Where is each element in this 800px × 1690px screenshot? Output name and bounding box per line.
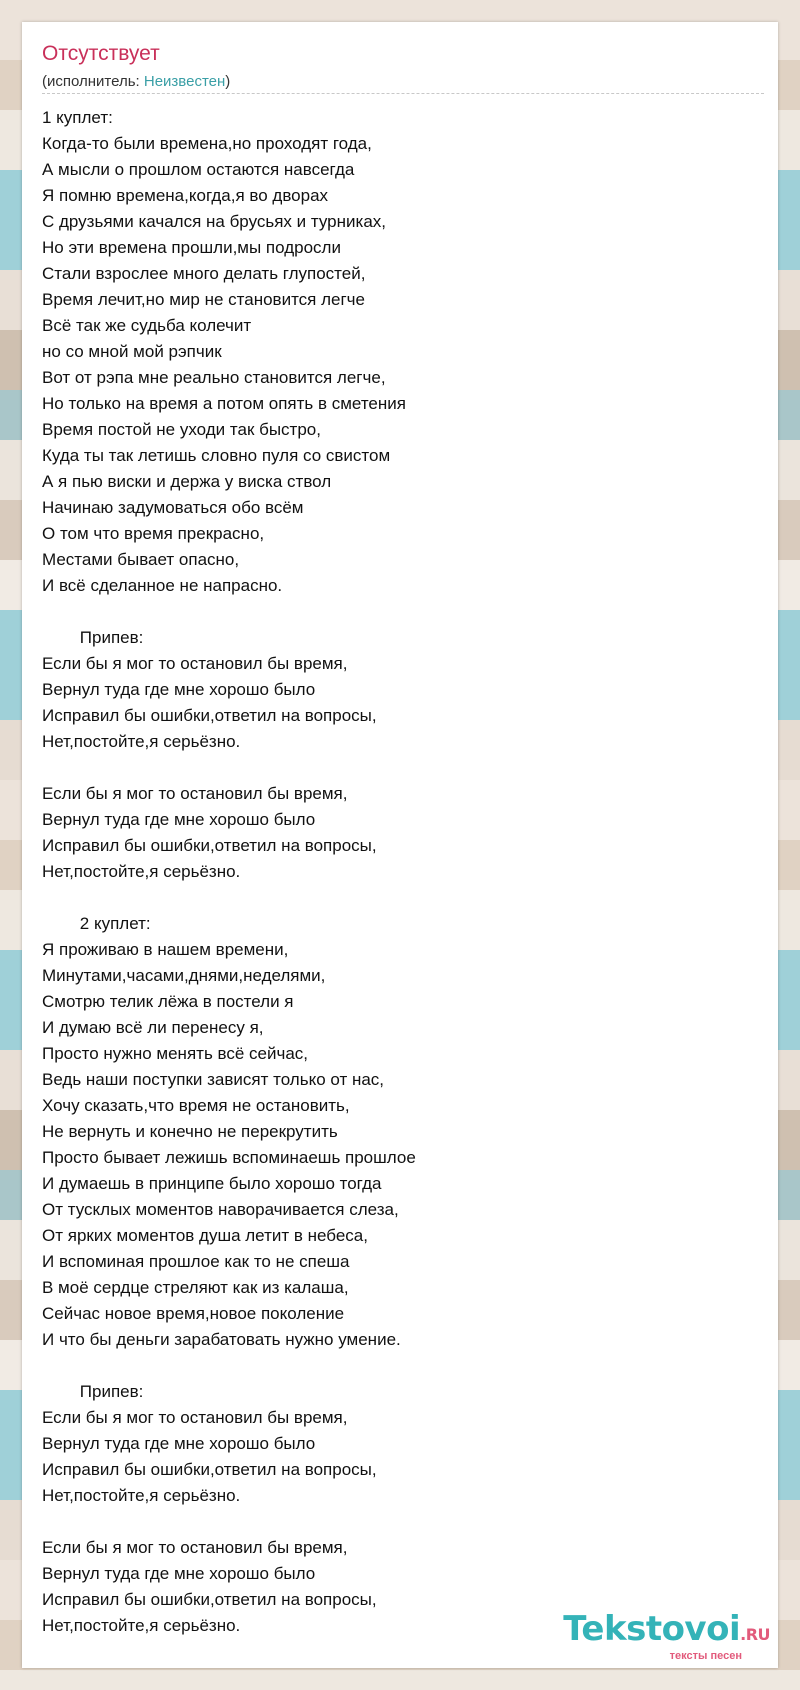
watermark-suffix: .RU [740,1625,770,1644]
artist-suffix: ) [225,73,231,90]
lyric-line: Если бы я мог то остановил бы время, [42,784,348,803]
site-watermark-logo [563,1609,770,1662]
lyric-line: Начинаю задумоваться обо всём [42,498,304,517]
lyric-line: Вернул туда где мне хорошо было [42,1564,316,1583]
lyric-line: И думаешь в принципе было хорошо тогда [42,1174,382,1193]
lyrics-sheet [22,22,778,1668]
lyric-line: Исправил бы ошибки,ответил на вопросы, [42,836,377,855]
artist-line [42,73,230,90]
lyric-line: Смотрю телик лёжа в постели я [42,992,294,1011]
artist-prefix: (исполнитель: [42,73,144,90]
lyric-line: И вспоминая прошлое как то не спеша [42,1252,350,1271]
lyric-line: Просто нужно менять всё сейчас, [42,1044,309,1063]
lyric-line: Если бы я мог то остановил бы время, [42,1538,348,1557]
lyric-line: Исправил бы ошибки,ответил на вопросы, [42,706,377,725]
lyric-line: Если бы я мог то остановил бы время, [42,1408,348,1427]
lyric-line: 1 куплет: [42,108,113,127]
lyric-line [42,599,742,625]
lyric-line: И думаю всё ли перенесу я, [42,1018,264,1037]
watermark-brand-line [563,1609,770,1652]
lyric-line: Припев: [42,1382,144,1401]
lyric-line: О том что время прекрасно, [42,524,265,543]
lyric-line: От ярких моментов душа летит в небеса, [42,1226,368,1245]
lyric-line: Вернул туда где мне хорошо было [42,810,316,829]
lyric-line: Время лечит,но мир не становится легче [42,290,365,309]
lyric-line: А я пью виски и держа у виска ствол [42,472,332,491]
song-title: Отсутствует [42,42,160,65]
lyric-line: Когда-то были времена,но проходят года, [42,134,372,153]
lyric-line: Я помню времена,когда,я во дворах [42,186,329,205]
lyrics-text [42,105,742,1639]
lyric-line: 2 куплет: [42,914,151,933]
lyric-line: Местами бывает опасно, [42,550,240,569]
lyric-line [42,1353,742,1379]
lyric-line: Нет,постойте,я серьёзно. [42,732,241,751]
lyric-line: Если бы я мог то остановил бы время, [42,654,348,673]
lyric-line: В моё сердце стреляют как из калаша, [42,1278,349,1297]
lyric-line: Просто бывает лежишь вспоминаешь прошлое [42,1148,416,1167]
lyric-line: Стали взрослее много делать глупостей, [42,264,366,283]
lyric-line: Я проживаю в нашем времени, [42,940,289,959]
watermark-tagline: тексты песен [669,1650,742,1662]
lyric-line: Припев: [42,628,144,647]
watermark-brand: Tekstovoi [563,1609,741,1649]
lyric-line: Не вернуть и конечно не перекрутить [42,1122,338,1141]
lyric-line: Исправил бы ошибки,ответил на вопросы, [42,1460,377,1479]
lyric-line: Сейчас новое время,новое поколение [42,1304,345,1323]
lyric-line: С друзьями качался на брусьях и турниках, [42,212,386,231]
lyric-line: Вот от рэпа мне реально становится легче, [42,368,386,387]
lyric-line: И всё сделанное не напрасно. [42,576,283,595]
artist-link[interactable]: Неизвестен [143,73,226,90]
lyric-line: Ведь наши поступки зависят только от нас, [42,1070,385,1089]
lyric-line: Всё так же судьба колечит [42,316,252,335]
lyric-line: Вернул туда где мне хорошо было [42,1434,316,1453]
lyric-line: Нет,постойте,я серьёзно. [42,1616,241,1635]
lyric-line: Минутами,часами,днями,неделями, [42,966,326,985]
lyric-line: А мысли о прошлом остаются навсегда [42,160,355,179]
lyric-line [42,755,742,781]
lyric-line: Нет,постойте,я серьёзно. [42,1486,241,1505]
lyric-line: Вернул туда где мне хорошо было [42,680,316,699]
lyric-line: Куда ты так летишь словно пуля со свистом [42,446,391,465]
lyric-line: Но только на время а потом опять в сметения [42,394,406,413]
lyric-line [42,885,742,911]
lyric-line [42,1509,742,1535]
lyric-line: Хочу сказать,что время не остановить, [42,1096,350,1115]
lyric-line: но со мной мой рэпчик [42,342,222,361]
lyric-line: Но эти времена прошли,мы подросли [42,238,341,257]
lyric-line: Время постой не уходи так быстро, [42,420,321,439]
header-divider [42,93,764,94]
lyric-line: Исправил бы ошибки,ответил на вопросы, [42,1590,377,1609]
lyric-line: И что бы деньги зарабатовать нужно умение. [42,1330,401,1349]
lyric-line: От тусклых моментов наворачивается слеза, [42,1200,399,1219]
lyric-line: Нет,постойте,я серьёзно. [42,862,241,881]
